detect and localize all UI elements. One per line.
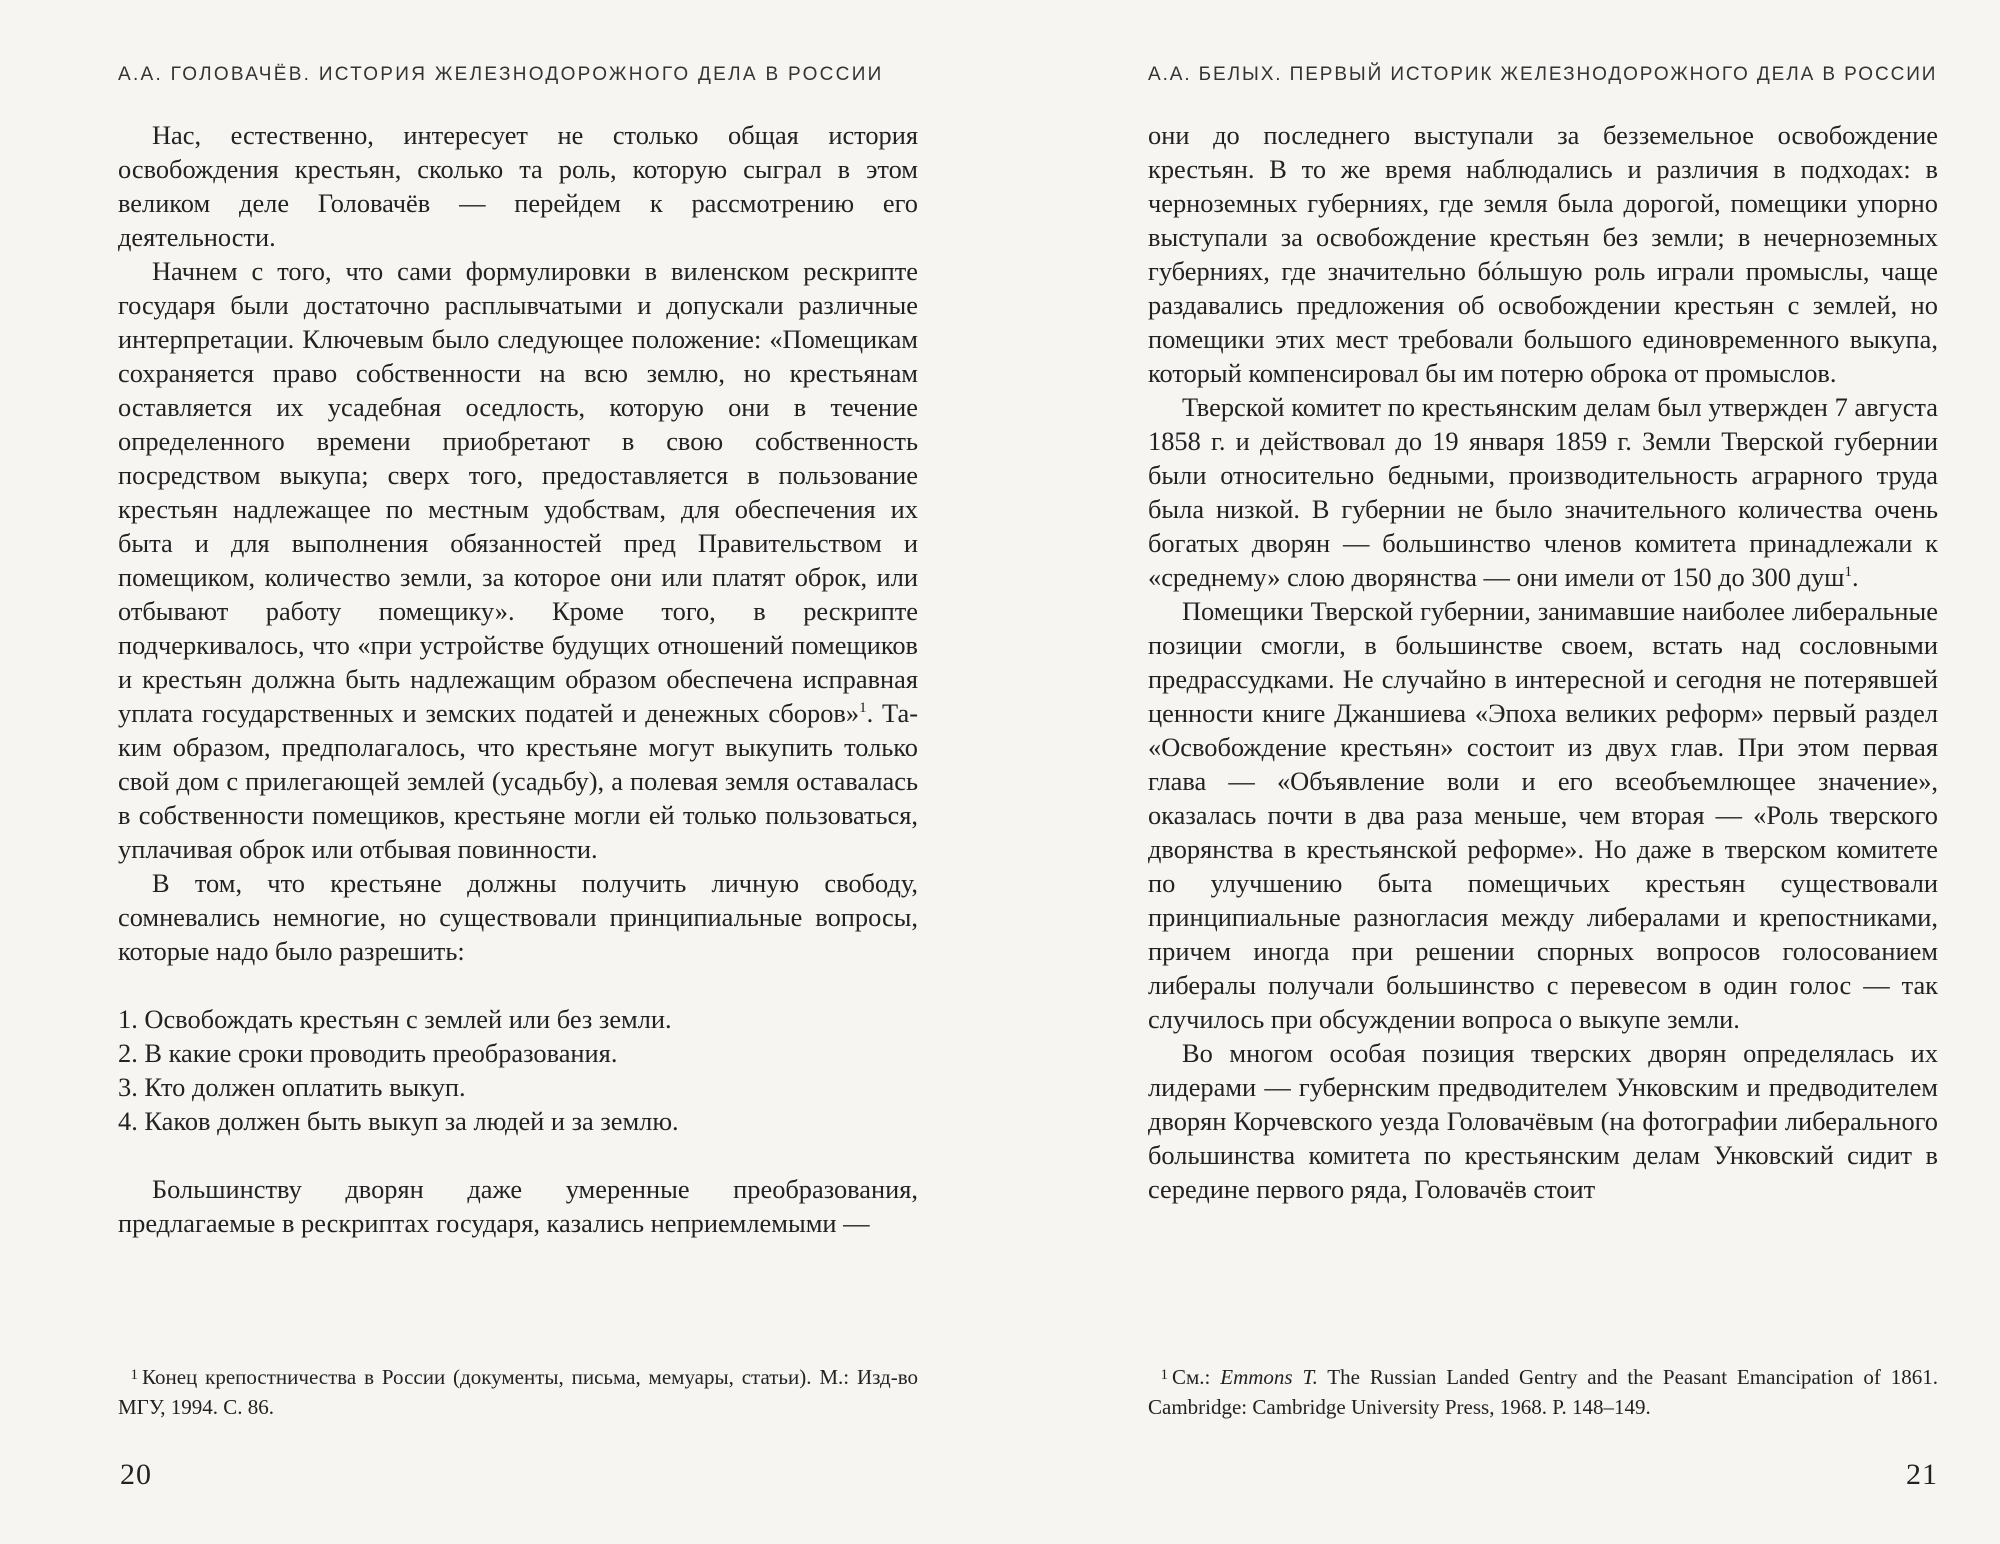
- right-paragraph-2-tail: .: [1851, 562, 1859, 592]
- right-page-number: 21: [1906, 1458, 1938, 1491]
- right-paragraph-2: [1148, 390, 1938, 594]
- list-item: 4. Каков должен быть выкуп за людей и за землю.: [118, 1106, 679, 1136]
- left-paragraph-2-tail: . Та-: [866, 698, 918, 728]
- left-running-head: А.А. ГОЛОВАЧЁВ. ИСТОРИЯ ЖЕЛЕЗНОДОРОЖНОГО ДЕЛА В РОССИИ: [118, 64, 884, 85]
- list-item: 1. Освобождать крестьян с землей или без земли.: [118, 1004, 672, 1034]
- left-paragraph-3: В том, что крестьяне должны получить личную свободу, сомневались немногие, но существовали принципиальные вопросы, которые надо было разрешить:: [118, 868, 918, 966]
- footnote-reference: 1: [859, 700, 867, 717]
- footnote-text: Конец крепостничества в России (документы, письма, мемуары, статьи). М.: Изд-во МГУ, 1994. С. 86.: [118, 1365, 918, 1419]
- right-body-text: [1148, 118, 1938, 1206]
- right-footnote: [1148, 1360, 1938, 1422]
- left-paragraph-1: Нас, естественно, интересует не столько общая история освобождения крестьян, сколько та роль, которую сыграл в этом великом деле Головачёв — перейдем к рассмотрению его деятельности.: [118, 120, 918, 252]
- right-paragraph-1: они до последнего выступали за безземельное освобождение крестьян. В то же время наблюдались и различия в подходах: в черноземных губерниях, где земля была дорогой, помещики упорно выступали за освобождение крестьян без земли; в нечерноземных губерниях, где значительно бóльшую роль играли промыслы, чаще раздавались предложения об освобождении крестьян с землей, но помещики этих мест требовали большого единовременного выкупа, который компенсировал бы им потерю оброка от промыслов.: [1148, 120, 1938, 388]
- footnote-mark: 1: [130, 1367, 138, 1383]
- footnote-mark: 1: [1160, 1367, 1168, 1383]
- left-paragraph-2-continued: ким образом, предполагалось, что крестьяне могут выкупить только свой дом с прилегающей землей (усадьбу), а полевая земля оставалась в собственности помещиков, крестьяне могли ей только пользоваться, уплачивая оброк или отбывая повинности.: [118, 732, 918, 864]
- left-footnote: [118, 1360, 918, 1422]
- footnote-reference: 1: [1844, 564, 1852, 581]
- list-item: 3. Кто должен оплатить выкуп.: [118, 1072, 466, 1102]
- right-page: [1148, 0, 1938, 1544]
- left-page: [118, 0, 918, 1544]
- right-paragraph-2-text: Тверской комитет по крестьянским делам был утвержден 7 августа 1858 г. и действовал до 19 января 1859 г. Земли Тверской губернии были относительно бедными, производительность аграрного труда была низкой. В губернии не было значительного количества очень богатых дворян — большинство членов комитета принадлежали к «среднему» слою дворянства — они имели от 150 до 300 душ: [1148, 392, 1938, 592]
- left-page-number: 20: [120, 1458, 152, 1491]
- left-paragraph-2: [118, 254, 918, 866]
- left-paragraph-2-text: Начнем с того, что сами формулировки в виленском рескрипте государя были достаточно расплывчатыми и допускали различные интерпретации. Ключевым было следующее положение: «Помещикам сохраняется право собственности на всю землю, но крестьянам оставляется их усадебная оседлость, которую они в течение определенного времени приобретают в свою собственность посредством выкупа; сверх того, предоставляется в пользование крестьян надлежащее по местным удобствам, для обеспечения их быта и для выполнения обязанностей пред Правительством и помещиком, количество земли, за которое они или платят оброк, или отбывают работу помещику». Кроме того, в рескрипте подчеркивалось, что «при устройстве будущих отношений помещиков и крестьян должна быть надлежащим образом обеспечена исправная уплата государственных и земских податей и денежных сборов»: [118, 256, 918, 728]
- footnote-prefix: См.:: [1172, 1365, 1221, 1389]
- left-closing-paragraph: Большинству дворян даже умеренные преобразования, предлагаемые в рескриптах государя, казались неприемлемыми —: [118, 1174, 918, 1238]
- list-item: 2. В какие сроки проводить преобразования.: [118, 1038, 618, 1068]
- footnote-text: The Russian Landed Gentry and the Peasant Emancipation of 1861. Cambridge: Cambridge University Press, 1968. P. 148–149.: [1148, 1365, 1939, 1419]
- questions-list: [118, 1002, 918, 1138]
- right-paragraph-3: Помещики Тверской губернии, занимавшие наиболее либеральные позиции смогли, в большинстве своем, встать над сословными предрассудками. Не случайно в интересной и сегодня не потерявшей ценности книге Джаншиева «Эпоха великих реформ» первый раздел «Освобождение крестьян» состоит из двух глав. При этом первая глава — «Объявление воли и его всеобъемлющее значение», оказалась почти в два раза меньше, чем вторая — «Роль тверского дворянства в крестьянской реформе». Но даже в тверском комитете по улучшению быта помещичьих крестьян существовали принципиальные разногласия между либералами и крепостниками, причем иногда при решении спорных вопросов голосованием либералы получали большинство с перевесом в один голос — так случилось при обсуждении вопроса о выкупе земли.: [1148, 596, 1938, 1034]
- left-body-text: [118, 118, 918, 1240]
- right-paragraph-4: Во многом особая позиция тверских дворян определялась их лидерами — губернским предводителем Унковским и предводителем дворян Корчевского уезда Головачёвым (на фотографии либерального большинства комитета по крестьянским делам Унковский сидит в середине первого ряда, Головачёв стоит: [1148, 1038, 1938, 1204]
- right-running-head: А.А. БЕЛЫХ. ПЕРВЫЙ ИСТОРИК ЖЕЛЕЗНОДОРОЖНОГО ДЕЛА В РОССИИ: [1148, 64, 1938, 85]
- footnote-author: Emmons T.: [1220, 1365, 1318, 1389]
